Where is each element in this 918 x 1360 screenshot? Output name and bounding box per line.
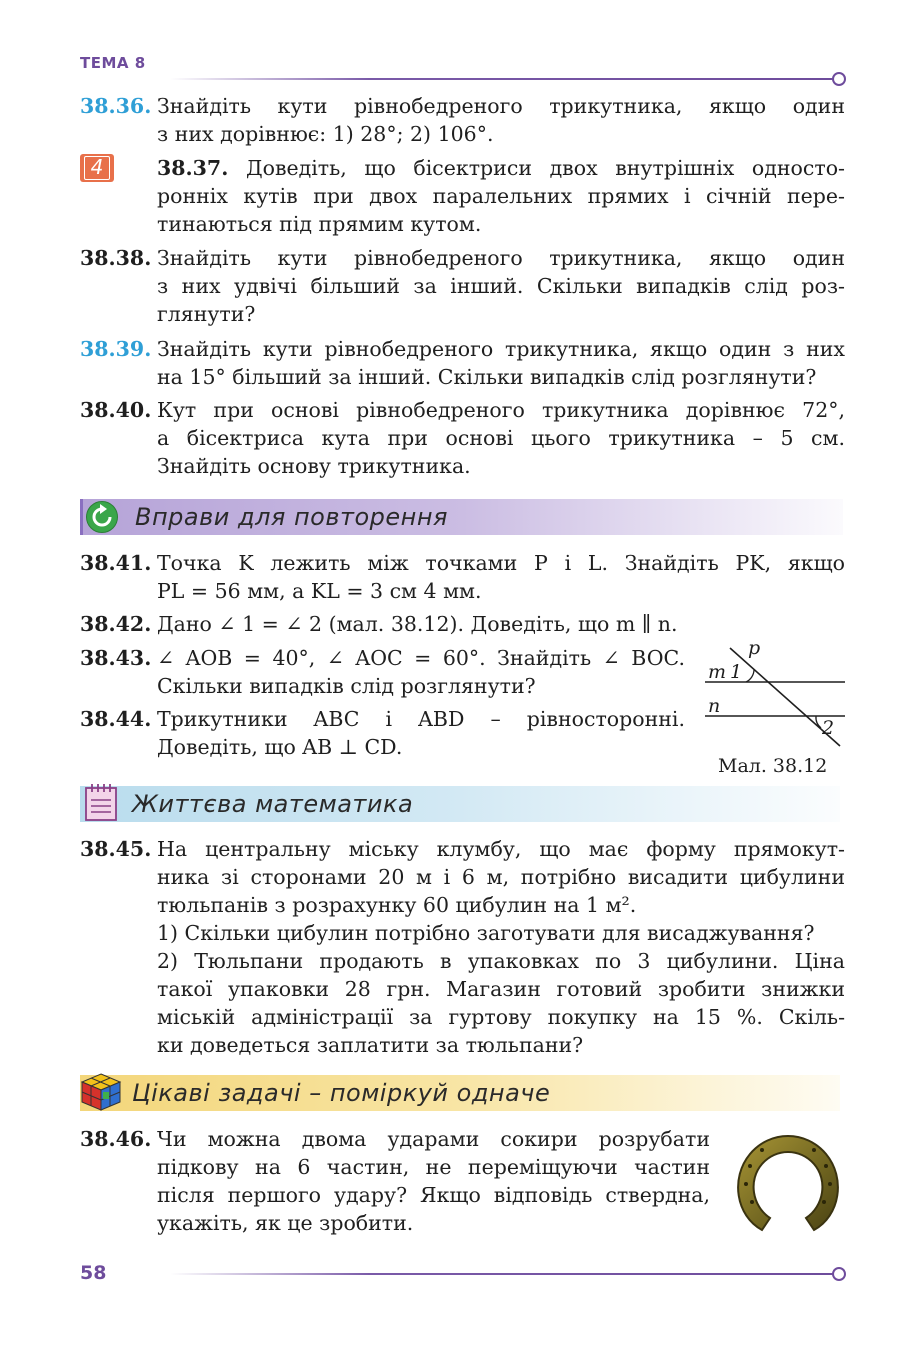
problem-38-41 — [80, 549, 845, 605]
section-life-math — [80, 786, 840, 822]
section-title: Вправи для повторення — [135, 503, 448, 531]
topic-label: ТЕМА 8 — [80, 54, 146, 72]
problem-line: з них дорівнює: 1) 28°; 2) 106°. — [157, 122, 494, 146]
label-angle-1: 1 — [730, 661, 743, 683]
section-repeat — [80, 499, 843, 535]
problem-38-45 — [80, 835, 845, 1059]
problem-line: 2) Тюльпани продають в упаковках по 3 цибулини. Ціна — [157, 949, 845, 973]
problem-line: Дано ∠ 1 = ∠ 2 (мал. 38.12). Доведіть, що m ∥ n. — [157, 612, 678, 636]
problem-number: 38.46. — [80, 1127, 152, 1151]
footer-rule — [170, 1273, 834, 1275]
problem-line: 1) Скільки цибулин потрібно заготувати для висаджування? — [157, 921, 815, 945]
figure-38-12 — [700, 638, 850, 748]
problem-line: На центральну міську клумбу, що має форму прямокут- — [157, 837, 845, 861]
problem-line: Чи можна двома ударами сокири розрубати — [157, 1127, 710, 1151]
label-n: n — [708, 695, 721, 717]
problem-line: Трикутники ABC і ABD – рівносторонні. — [157, 707, 685, 731]
problem-number: 38.42. — [80, 612, 152, 636]
problem-line: після першого удару? Якщо відповідь ствердна, — [157, 1183, 710, 1207]
problem-line: ки доведеться заплатити за тюльпани? — [157, 1033, 584, 1057]
problem-number: 38.36. — [80, 94, 152, 118]
page-number: 58 — [80, 1262, 107, 1284]
section-title: Цікаві задачі – поміркуй одначе — [132, 1079, 551, 1107]
problem-line: укажіть, як це зробити. — [157, 1211, 414, 1235]
problem-line: Знайдіть кути рівнобедреного трикутника, якщо один — [157, 246, 845, 270]
problem-line: на 15° більший за інший. Скільки випадків слід розглянути? — [157, 365, 817, 389]
problem-38-38 — [80, 244, 845, 328]
problem-line: 38.37. Доведіть, що бісектриси двох внутрішніх односто- — [157, 156, 845, 180]
problem-38-43 — [80, 644, 685, 700]
problem-line: ронніх кутів при двох паралельних прямих і січній пере- — [157, 184, 845, 208]
problem-line: такої упаковки 28 грн. Магазин готовий зробити знижки — [157, 977, 845, 1001]
problem-number: 38.44. — [80, 707, 152, 731]
problem-line: а бісектриса кута при основі цього трикутника – 5 см. — [157, 426, 845, 450]
problem-line: міській адміністрації за гуртову покупку на 15 %. Скіль- — [157, 1005, 845, 1029]
problem-line: ∠ AOB = 40°, ∠ AOC = 60°. Знайдіть ∠ BOC. — [157, 646, 685, 670]
problem-number: 38.39. — [80, 337, 152, 361]
section-title: Життєва математика — [132, 790, 414, 818]
refresh-icon — [85, 500, 119, 534]
problem-number: 38.37. — [157, 156, 229, 180]
problem-number: 38.41. — [80, 551, 152, 575]
problem-line: ника зі сторонами 20 м і 6 м, потрібно висадити цибулини — [157, 865, 845, 889]
problem-line: підкову на 6 частин, не переміщуючи частин — [157, 1155, 710, 1179]
problem-number: 38.43. — [80, 646, 152, 670]
notepad-icon — [84, 782, 118, 822]
problem-38-44 — [80, 705, 685, 761]
horseshoe-image — [732, 1130, 844, 1238]
footer-rule-end — [832, 1267, 846, 1281]
problem-number: 38.40. — [80, 398, 152, 422]
problem-38-42 — [80, 610, 845, 638]
problem-38-40 — [80, 396, 845, 480]
problem-number: 38.45. — [80, 837, 152, 861]
problem-line: глянути? — [157, 302, 256, 326]
rubik-cube-icon — [80, 1072, 122, 1112]
problem-line: з них удвічі більший за інший. Скільки випадків слід роз- — [157, 274, 845, 298]
problem-line: Скільки випадків слід розглянути? — [157, 674, 536, 698]
label-m: m — [708, 661, 727, 683]
problem-line: Знайдіть кути рівнобедреного трикутника, якщо один з них — [157, 337, 845, 361]
problem-38-39 — [80, 335, 845, 391]
problem-line: PL = 56 мм, а KL = 3 см 4 мм. — [157, 579, 482, 603]
problem-line: Доведіть, що AB ⊥ CD. — [157, 735, 403, 759]
figure-caption: Мал. 38.12 — [718, 755, 828, 777]
problem-line: тюльпанів з розрахунку 60 цибулин на 1 м². — [157, 893, 637, 917]
angle-1-arc — [746, 670, 754, 682]
label-p: p — [748, 638, 761, 659]
problem-line: тинаються під прямим кутом. — [157, 212, 482, 236]
header-rule-end — [832, 72, 846, 86]
section-fun-problems — [80, 1075, 840, 1111]
problem-38-46 — [80, 1125, 710, 1237]
header-rule — [170, 78, 834, 80]
problem-line: Знайдіть кути рівнобедреного трикутника, якщо один — [157, 94, 845, 118]
problem-38-37 — [80, 154, 845, 238]
difficulty-badge: 4 — [80, 154, 114, 182]
problem-38-36 — [80, 92, 845, 148]
problem-line: Знайдіть основу трикутника. — [157, 454, 471, 478]
problem-number: 38.38. — [80, 246, 152, 270]
label-angle-2: 2 — [822, 717, 835, 739]
problem-line: Точка K лежить між точками P і L. Знайдіть PK, якщо — [157, 551, 845, 575]
problem-line: Кут при основі рівнобедреного трикутника дорівнює 72°, — [157, 398, 845, 422]
